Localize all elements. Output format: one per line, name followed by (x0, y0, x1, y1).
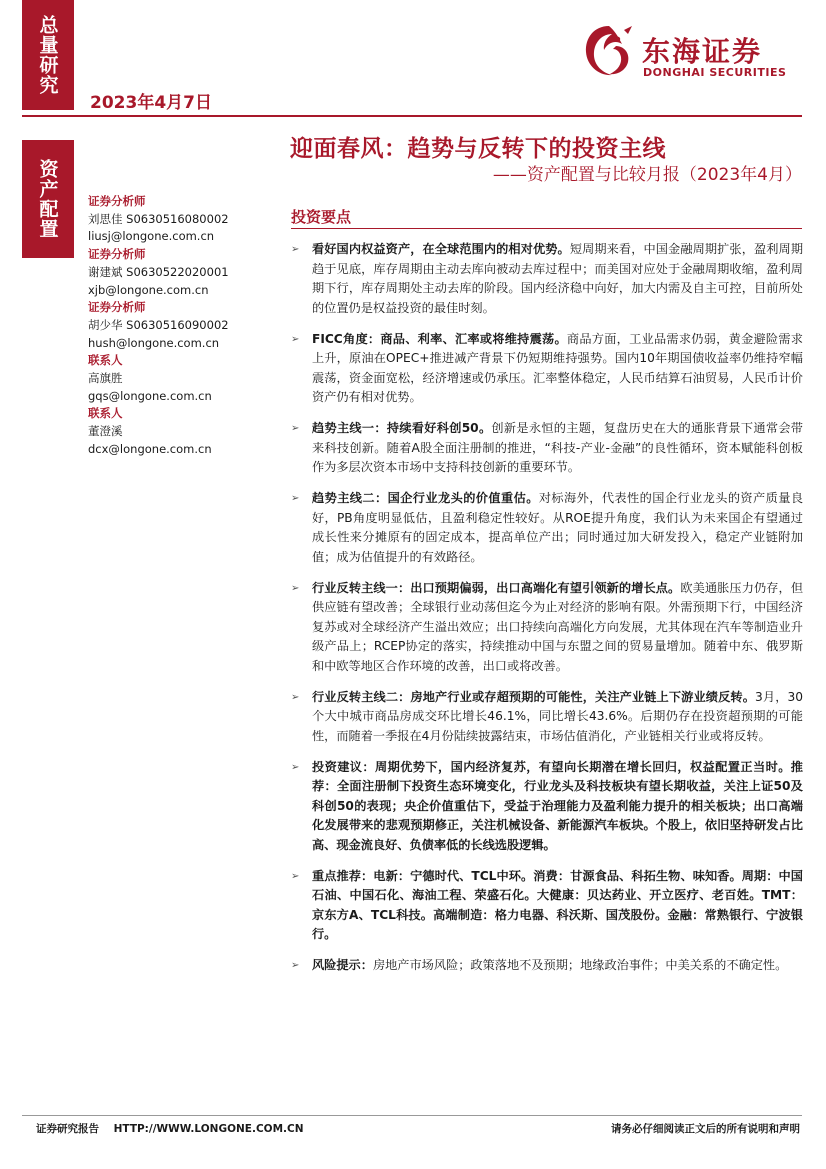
key-point (291, 867, 803, 945)
contact-entry (88, 405, 278, 458)
key-point (291, 330, 803, 408)
key-point-body: 对标海外，代表性的国企行业龙头的资产质量良好，PB角度明显低估，且盈利稳定性较好。从ROE提升角度，我们认为未来国企有望通过成长性来分摊原有的固定成本，提高单位产出；同时通过加大研发投入，稳定产业链附加值；成为估值提升的有效路径。 (312, 491, 804, 564)
logo-text-cn: 东海证券 (642, 35, 763, 68)
key-point-lead: 行业反转主线二：房地产行业或存超预期的可能性，关注产业链上下游业绩反转。 (312, 689, 756, 704)
report-date: 2023年4月7日 (90, 93, 212, 113)
dragon-logo-icon (580, 22, 638, 80)
key-points-heading: 投资要点 (291, 208, 352, 226)
analyst-name: 胡少华 S0630516090002 (88, 317, 229, 332)
contact-email[interactable]: gqs@longone.com.cn (88, 388, 212, 403)
arrow-bullet-icon: ➢ (291, 493, 300, 504)
contact-email[interactable]: dcx@longone.com.cn (88, 441, 212, 456)
key-points-divider (291, 228, 802, 229)
contact-entry (88, 352, 278, 405)
section-tab (22, 140, 74, 258)
arrow-bullet-icon: ➢ (291, 960, 300, 971)
key-point-lead: 趋势主线一：持续看好科创50。 (312, 421, 492, 435)
analyst-name: 谢建斌 S0630522020001 (88, 264, 229, 279)
key-point (291, 240, 803, 318)
arrow-bullet-icon: ➢ (291, 244, 300, 255)
analyst-role: 证券分析师 (88, 194, 146, 208)
key-point (291, 419, 803, 478)
analyst-list (88, 193, 278, 459)
key-point-body: 创新是永恒的主题，复盘历史在大的通胀背景下通常会带来科技创新。随着A股全面注册制的推进，“科技-产业-金融”的良性循环，资本赋能科创板作为多层次资本市场中支持科技创新的重要环节。 (312, 421, 803, 474)
key-point (291, 579, 803, 677)
key-point-body: 商品方面，工业品需求仍弱，黄金避险需求上升，原油在OPEC+推进减产背景下仍短期维持强势。国内10年期国债收益率仍维持窄幅震荡，资金面宽松，经济增速或仍承压。汇率整体稳定，人民币结算石油贸易，人民币计价资产仍有相对优势。 (312, 331, 803, 404)
key-point-lead: 行业反转主线一：出口预期偏弱，出口高端化有望引领新的增长点。 (312, 580, 681, 595)
key-point-lead: 风险提示： (312, 958, 373, 972)
arrow-bullet-icon: ➢ (291, 870, 300, 882)
key-point-lead: FICC角度：商品、利率、汇率或将维持震荡。 (312, 331, 567, 346)
logo-text-en: DONGHAI SECURITIES (643, 66, 787, 79)
footer-disclaimer: 请务必仔细阅读正文后的所有说明和声明 (611, 1123, 800, 1135)
analyst-name: 刘思佳 S0630516080002 (88, 211, 229, 226)
key-point-lead: 重点推荐：电新：宁德时代、TCL中环。消费：甘源食品、科拓生物、味知香。周期：中国石油、中国石化、海油工程、荣盛石化。大健康：贝达药业、开立医疗、老百姓。TMT：京东方A、TCL科技。高端制造：格力电器、科沃斯、国茂股份。金融：常熟银行、宁波银行。 (312, 868, 803, 941)
arrow-bullet-icon: ➢ (291, 333, 300, 345)
analyst-email[interactable]: liusj@longone.com.cn (88, 229, 215, 244)
key-point (291, 688, 803, 747)
arrow-bullet-icon: ➢ (291, 691, 300, 703)
section-label: 资产配置 (36, 159, 59, 239)
contact-role: 联系人 (88, 406, 123, 421)
footer-divider (22, 1115, 802, 1116)
key-point-body: 欧美通胀压力仍存，但供应链有望改善；全球银行业动荡但迄今为止对经济的影响有限。外需预期下行，中国经济复苏或对全球经济产生溢出效应；出口持续向高端化方向发展，尤其体现在汽车等制造业升级产品上；RCEP协定的落实，持续推动中国与东盟之间的贸易量增加。随着中东、俄罗斯和中欧等地区合作环境的改善，出口或将改善。 (312, 580, 804, 673)
report-subtitle: ——资产配置与比较月报（2023年4月） (492, 165, 802, 185)
contact-name: 董澄溪 (88, 424, 123, 439)
header-divider (22, 115, 802, 117)
key-point-lead: 趋势主线二：国企行业龙头的价值重估。 (312, 491, 539, 505)
key-points-list (291, 240, 803, 987)
key-point-body: 房地产市场风险；政策落地不及预期；地缘政治事件；中美关系的不确定性。 (372, 958, 788, 972)
analyst-role: 证券分析师 (88, 300, 146, 315)
analyst-entry (88, 299, 278, 352)
arrow-bullet-icon: ➢ (291, 423, 300, 434)
key-point-lead: 投资建议：周期优势下，国内经济复苏，有望向长期潜在增长回归，权益配置正当时。推荐：全面注册制下投资生态环境变化，行业龙头及科技板块有望长期收益，关注上证50及科创50的表现；央企价值重估下，受益于治理能力及盈利能力提升的相关板块；出口高端化发展带来的悲观预期修正，关注机械设备、新能源汽车板块。个股上，依旧坚持研发占比高、现金流良好、负债率低的长线选股逻辑。 (312, 759, 803, 852)
analyst-email[interactable]: hush@longone.com.cn (88, 335, 220, 350)
category-label: 总量研究 (36, 15, 59, 95)
contact-role: 联系人 (88, 353, 123, 368)
key-point (291, 489, 803, 567)
analyst-entry (88, 193, 278, 246)
report-title: 迎面春风：趋势与反转下的投资主线 (290, 136, 666, 162)
key-point-body: 3月，30个大中城市商品房成交环比增长46.1%，同比增长43.6%。后期仍存在投资超预期的可能性，而随着一季报在4月份陆续披露结束，市场估值消化，产业链相关行业或将反转。 (312, 689, 804, 743)
arrow-bullet-icon: ➢ (291, 582, 300, 594)
category-tab (22, 0, 74, 110)
key-point (291, 956, 803, 976)
contact-name: 高旗胜 (88, 371, 123, 386)
footer-left[interactable]: 证券研究报告 HTTP://WWW.LONGONE.COM.CN (36, 1123, 304, 1135)
analyst-email[interactable]: xjb@longone.com.cn (88, 282, 209, 297)
arrow-bullet-icon: ➢ (291, 761, 300, 773)
key-point (291, 758, 803, 856)
analyst-role: 证券分析师 (88, 247, 146, 262)
analyst-entry (88, 246, 278, 299)
key-point-body: 短周期来看，中国金融周期扩张，盈利周期趋于见底，库存周期由主动去库向被动去库过程中；而美国对应处于金融周期收缩，盈利周期下行，库存周期处主动去库的阶段。国内经济稳中向好，加大内需及自主可控，目前所处的位置仍是权益投资的最佳时刻。 (312, 242, 804, 315)
key-point-lead: 看好国内权益资产，在全球范围内的相对优势。 (312, 242, 570, 256)
